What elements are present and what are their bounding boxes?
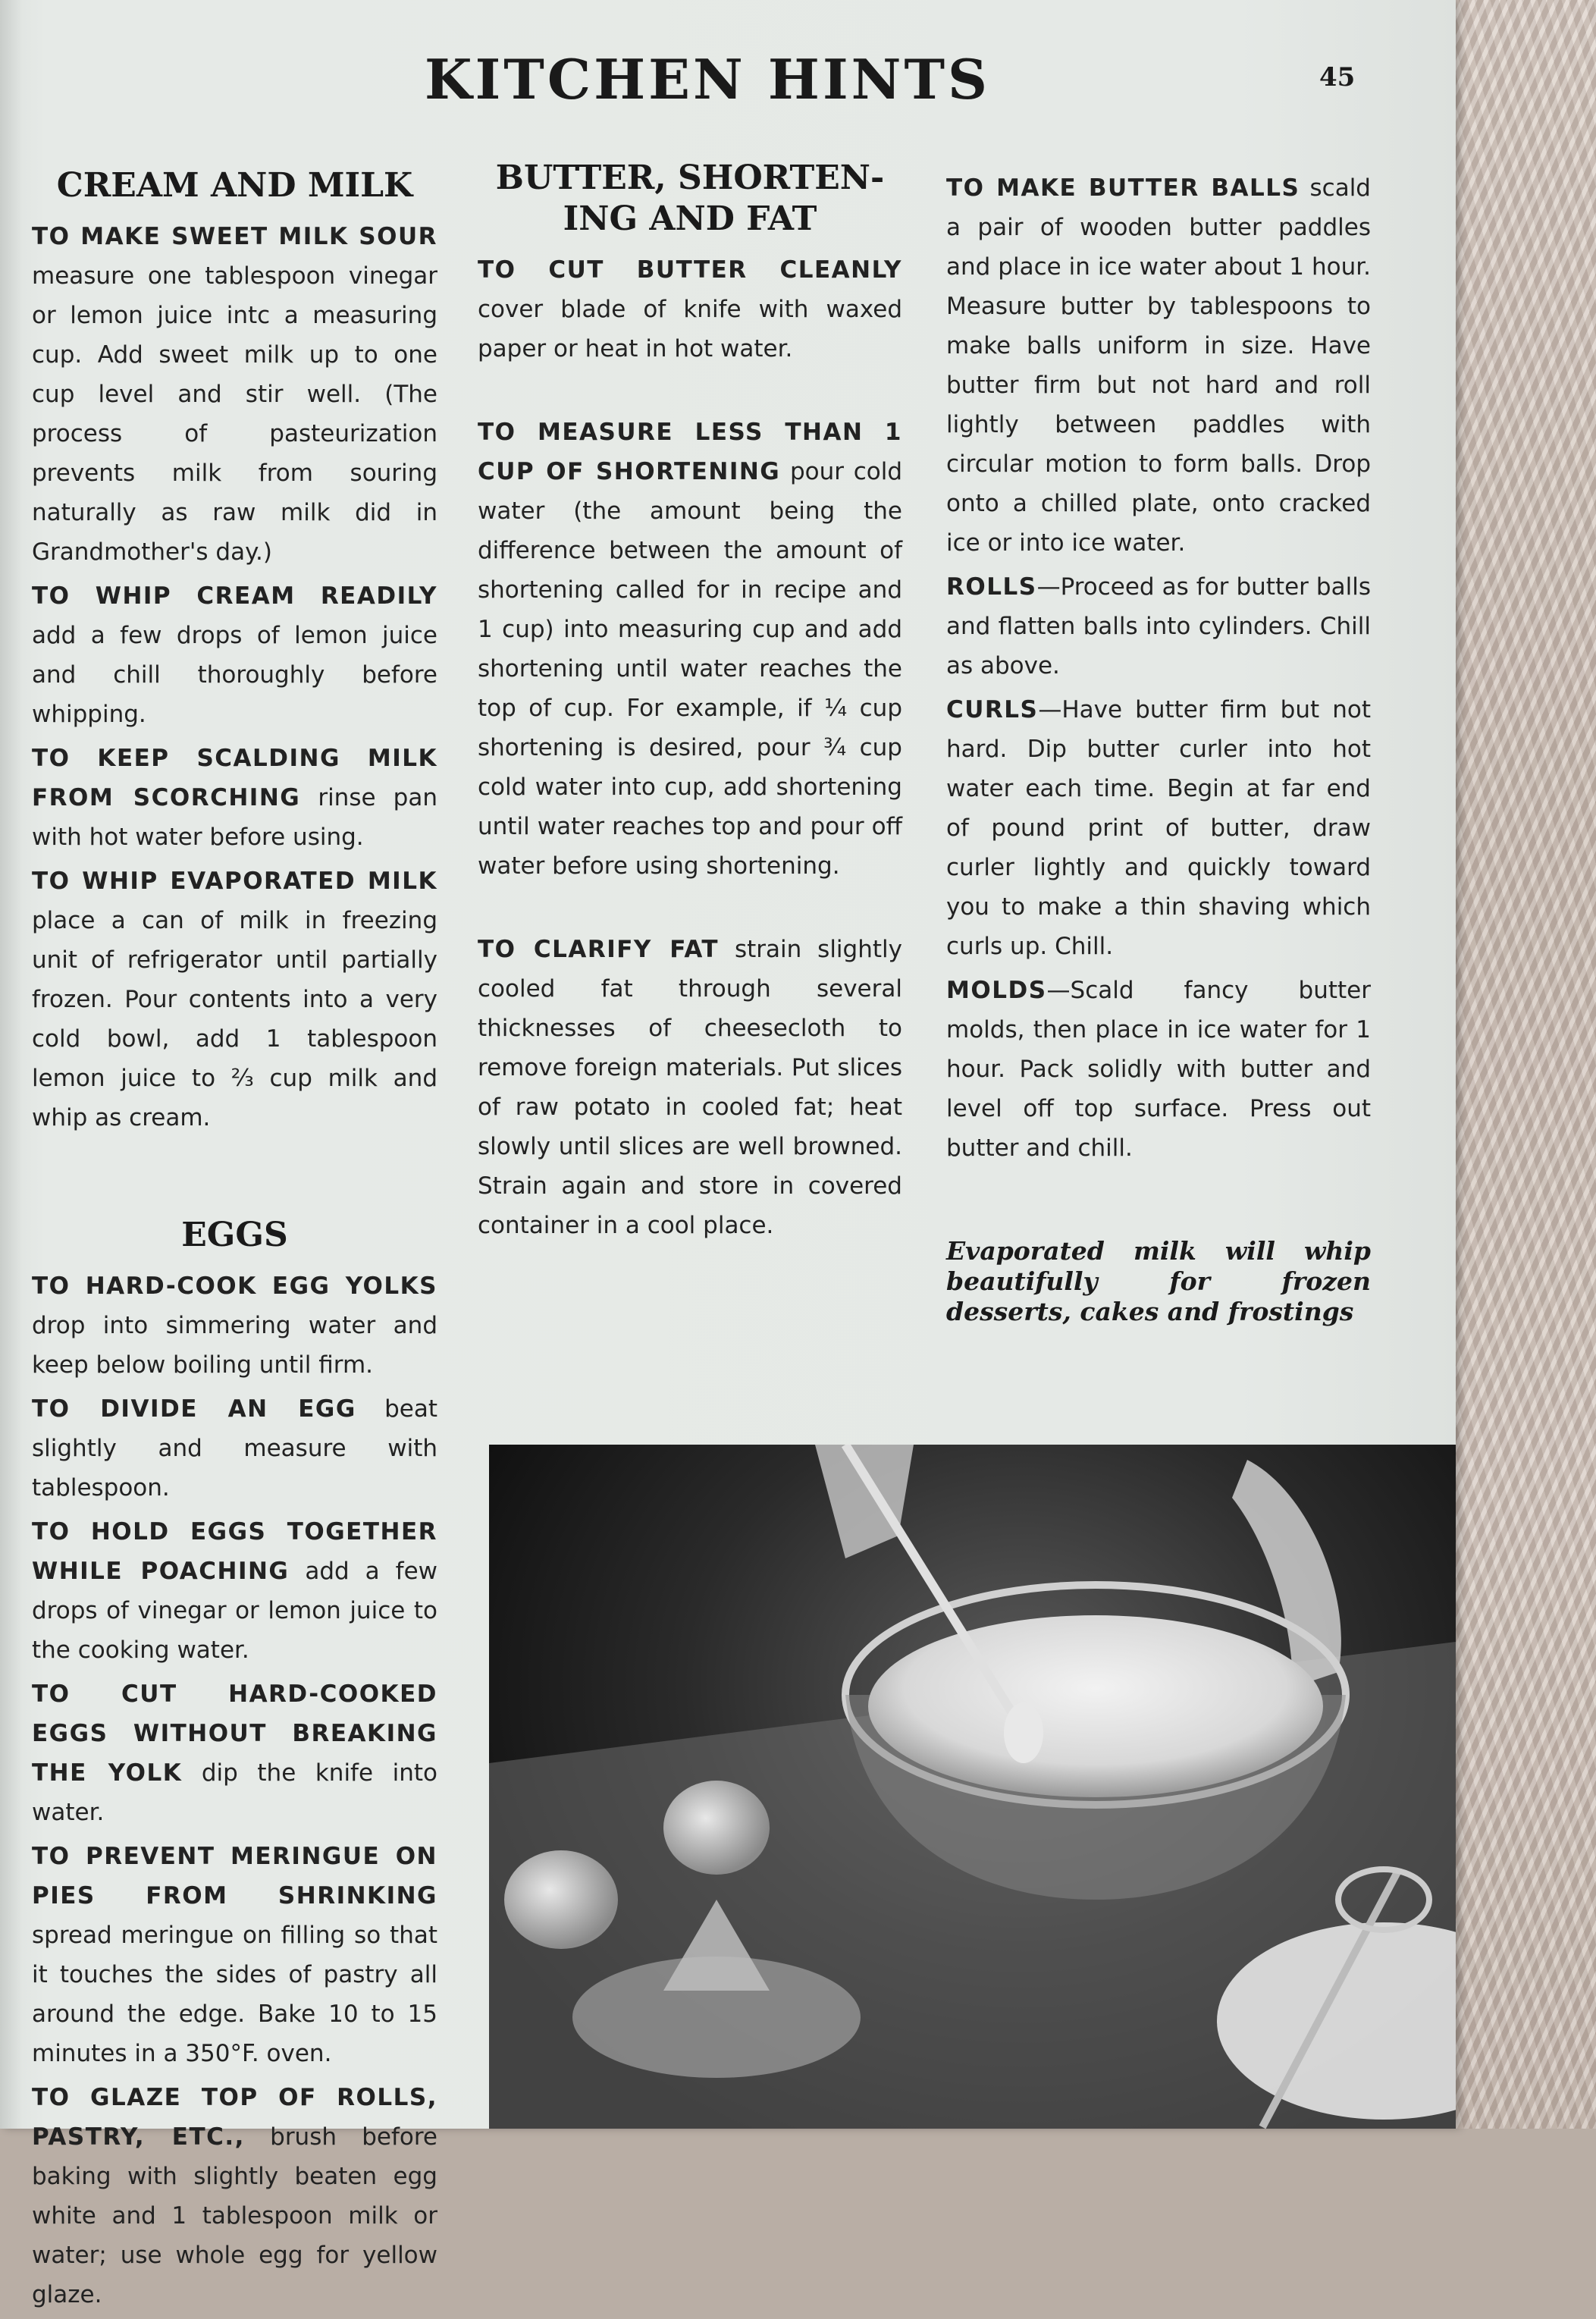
hint-item: TO WHIP CREAM READILY add a few drops of lemon juice and chill thoroughly before whipping. [32, 582, 437, 728]
lemon-half [663, 1781, 770, 1875]
photo-illustration [489, 1445, 1456, 2129]
hint-item: TO CUT HARD-COOKED EGGS WITHOUT BREAKING THE YOLK dip the knife into water. [32, 1680, 438, 1826]
hint-item: CURLS—Have butter firm but not hard. Dip butter curler into hot water each time. Begin at far end of pound print of butter, draw curler lightly and quickly toward you to make a thin shaving which curls up. Chill. [946, 696, 1371, 960]
hint-item: ROLLS—Proceed as for butter balls and flatten balls into cylinders. Chill as above. [946, 573, 1371, 679]
hint-item: TO DIVIDE AN EGG beat slightly and measure with tablespoon. [32, 1395, 437, 1502]
page-number: 45 [1319, 62, 1356, 93]
hint-item: TO HARD-COOK EGG YOLKS drop into simmering water and keep below boiling until firm. [32, 1272, 437, 1379]
column-middle [478, 158, 902, 1250]
section-title-cream-and-milk: CREAM AND MILK [56, 166, 413, 205]
hint-item: TO PREVENT MERINGUE ON PIES FROM SHRINKING spread meringue on filling so that it touches the sides of pastry all around the edge. Bake 10 to 15 minutes in a 350°F. oven. [32, 1843, 437, 2067]
section-title-eggs: EGGS [181, 1216, 288, 1254]
hint-item: TO CUT BUTTER CLEANLY cover blade of knife with waxed paper or heat in hot water. [478, 256, 902, 362]
hint-item: TO CLARIFY FAT strain slightly cooled fat through several thicknesses of cheesecloth to remove foreign materials. Put slices of raw potato in cooled fat; heat slowly until slices are well browned. Strain again and store in covered container in a cool place. [478, 936, 902, 1239]
hint-item: TO WHIP EVAPORATED MILK place a can of milk in freezing unit of refrigerator until partially frozen. Pour contents into a very cold bowl, add 1 tablespoon lemon juice to ⅔ cup milk and whip as cream. [32, 868, 437, 1131]
column-right [946, 168, 1371, 1327]
hint-item: TO MAKE SWEET MILK SOUR measure one tablespoon vinegar or lemon juice intc a measuring cup. Add sweet milk up to one cup level and stir well. (The process of pasteurization prevents milk from souring naturally as raw milk did in Grandmother's day.) [32, 223, 437, 566]
lemon-half [504, 1850, 618, 1949]
page-title: KITCHEN HINTS [425, 47, 991, 111]
section-title-butter: BUTTER, SHORTEN- ING AND FAT [495, 158, 885, 238]
hint-item: TO KEEP SCALDING MILK FROM SCORCHING rinse pan with hot water before using. [32, 745, 437, 851]
hint-item: MOLDS—Scald fancy butter molds, then place in ice water for 1 hour. Pack solidly with butter and level off top surface. Press out butter and chill. [946, 977, 1371, 1162]
hint-item: TO MAKE BUTTER BALLS scald a pair of wooden butter paddles and place in ice water about 1 hour. Measure butter by tablespoons to make balls uniform in size. Have butter firm but not hard and roll lightly between paddles with circular motion to form balls. Drop onto a chilled plate, onto cracked ice or into ice water. [946, 174, 1371, 557]
hint-item: TO MEASURE LESS THAN 1 CUP OF SHORTENING pour cold water (the amount being the difference between the amount of shortening called for in recipe and 1 cup) into measuring cup and add shortening until water reaches the top of cup. For example, if ¼ cup shortening is desired, pour ¾ cup cold water into cup, add shortening until water reaches top and pour off water before using shortening. [478, 419, 902, 880]
hint-item: TO GLAZE TOP OF ROLLS, PASTRY, ETC., brush before baking with slightly beaten egg white and 1 tablespoon milk or water; use whole egg for yellow glaze. [32, 2084, 437, 2308]
whipped-milk [868, 1615, 1323, 1797]
column-left [32, 165, 437, 2319]
hint-item: TO HOLD EGGS TOGETHER WHILE POACHING add a few drops of vinegar or lemon juice to the cooking water. [32, 1518, 437, 1664]
italic-tip-note: Evaporated milk will whip beautifully for frozen desserts, cakes and frostings [946, 1236, 1371, 1326]
spoon-bowl [1004, 1702, 1043, 1763]
arm-shape [815, 1445, 914, 1558]
kitchen-photo [489, 1445, 1456, 2129]
